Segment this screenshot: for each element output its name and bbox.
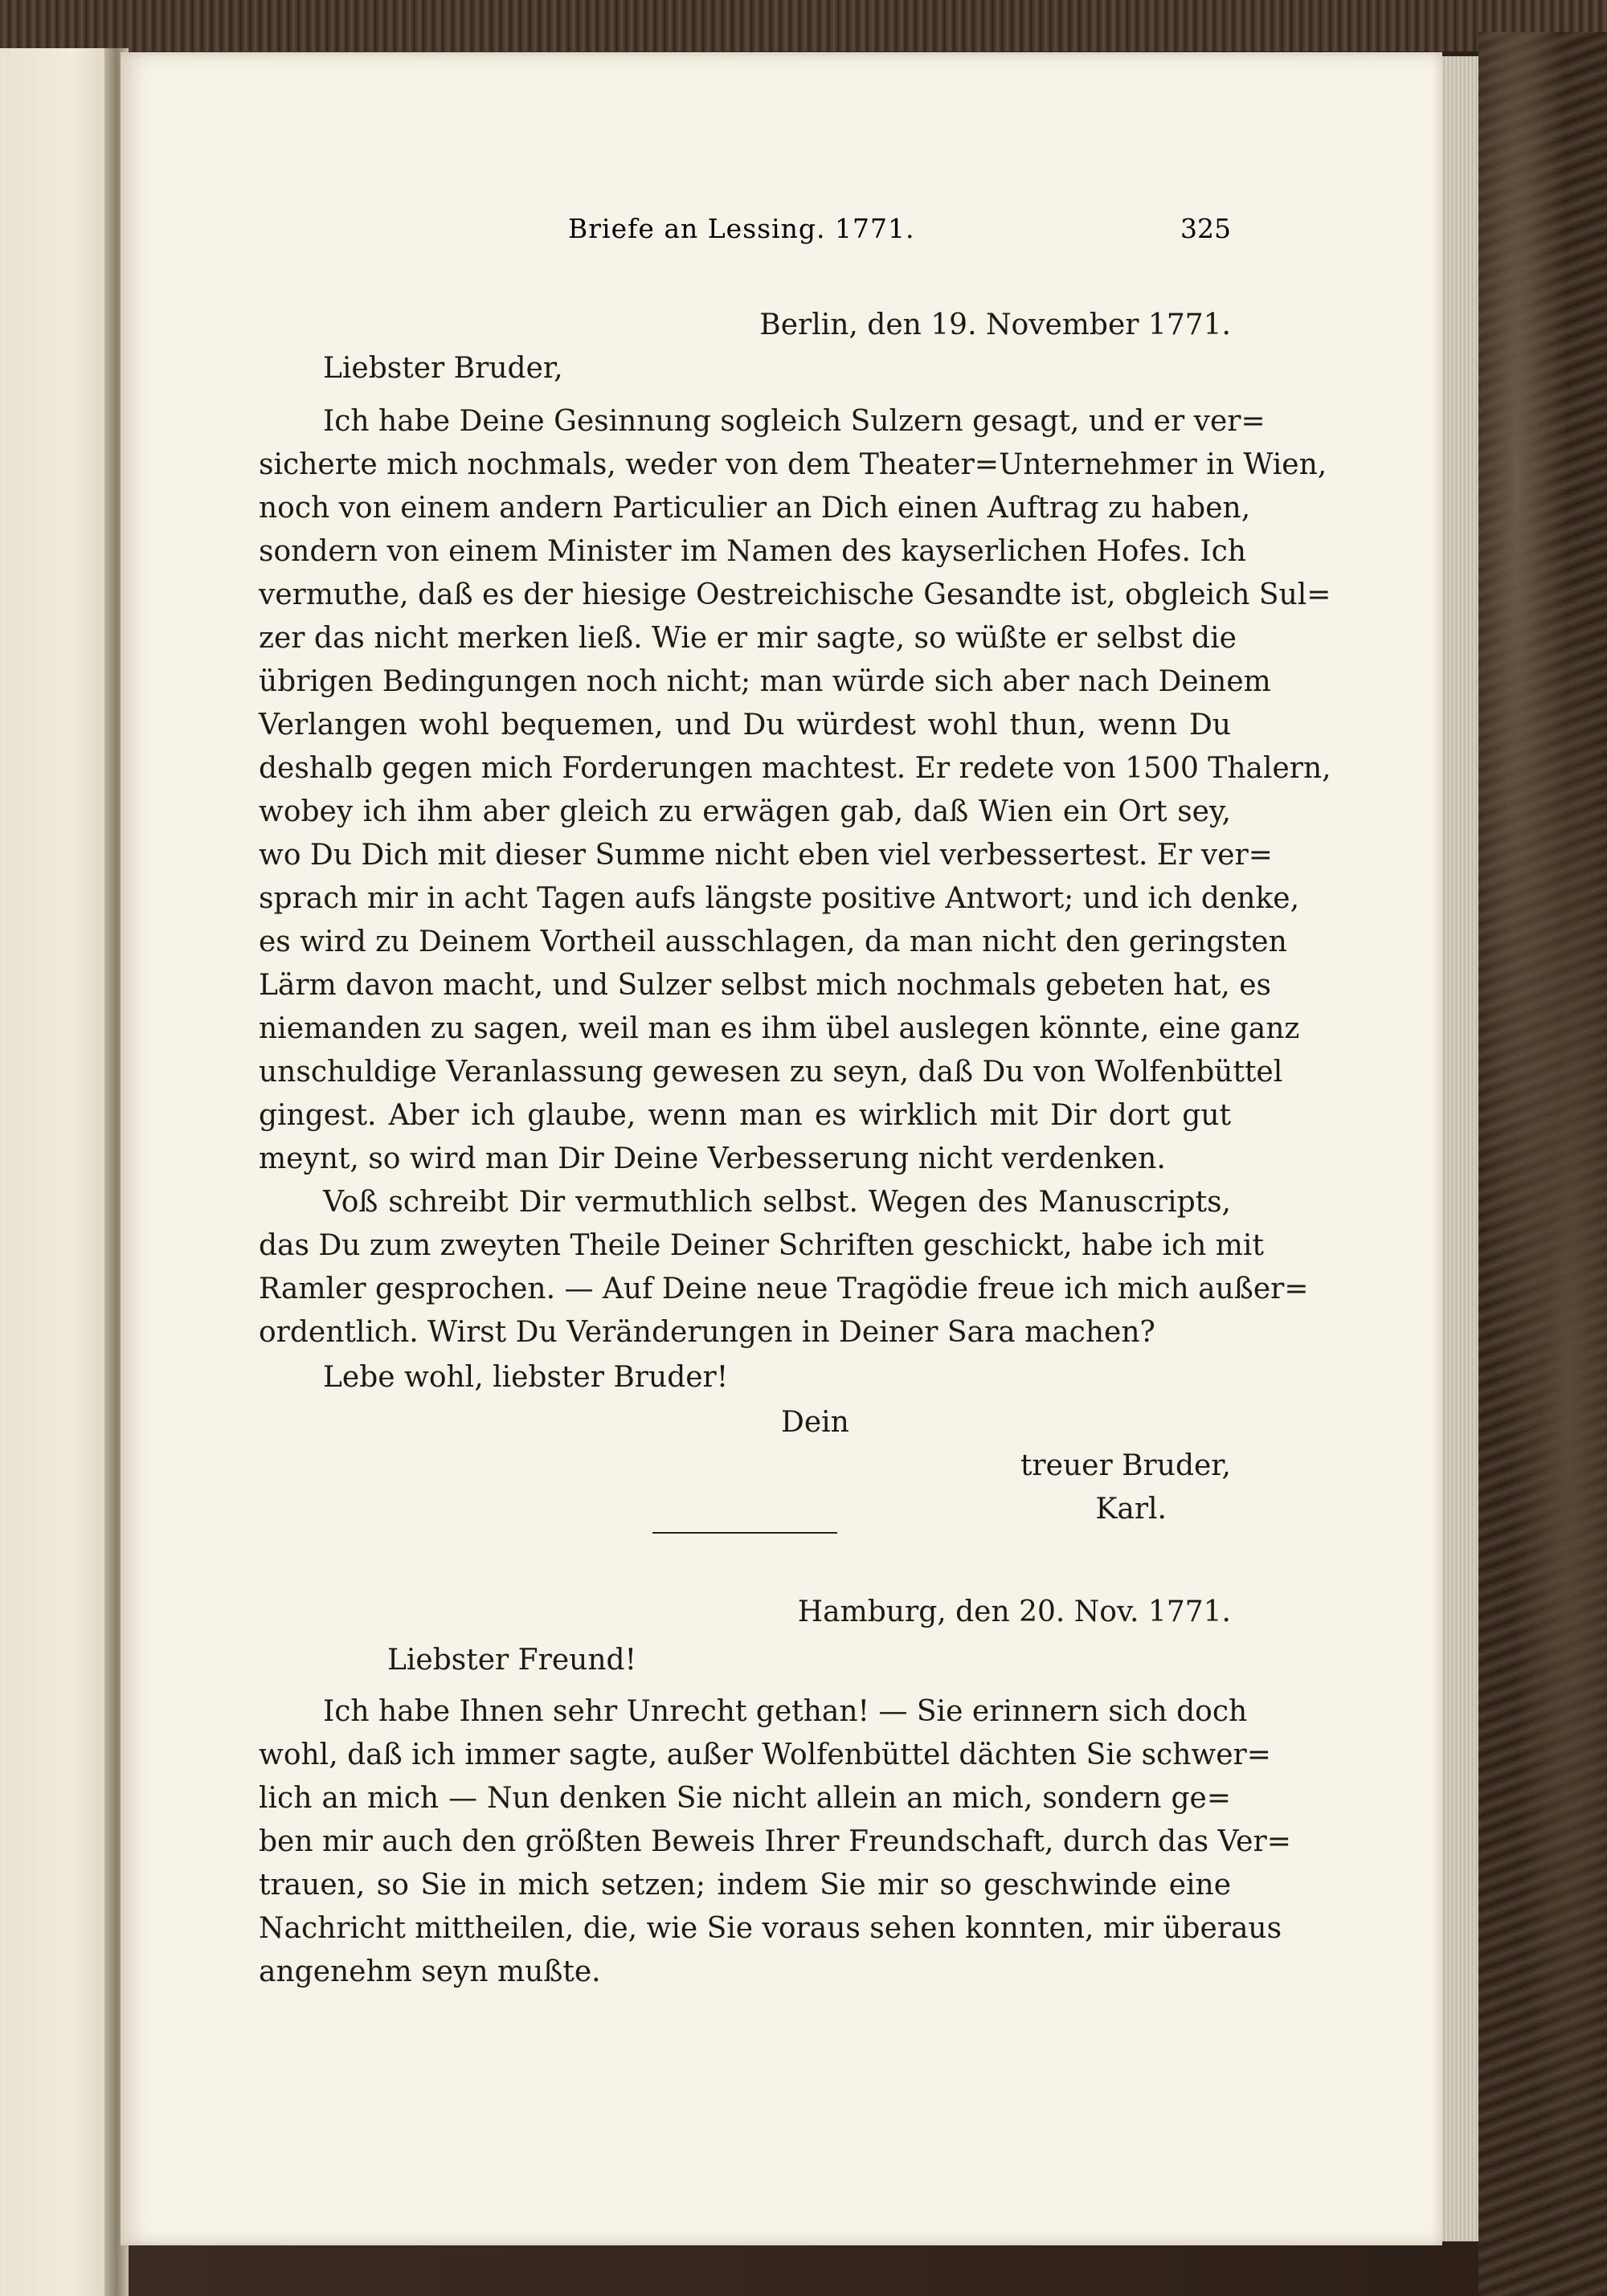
- letter1-line: gingest. Aber ich glaube, wenn man es wirklich mit Dir dort gut: [259, 1099, 1231, 1132]
- letter1-line: unschuldige Veranlassung gewesen zu seyn, daß Du von Wolfenbüttel: [259, 1056, 1283, 1089]
- letter1-line: ordentlich. Wirst Du Veränderungen in Deiner Sara machen?: [259, 1316, 1155, 1349]
- letter2-line: ben mir auch den größten Beweis Ihrer Freundschaft, durch das Ver=: [259, 1825, 1291, 1858]
- letter2-line: lich an mich — Nun denken Sie nicht allein an mich, sondern ge=: [259, 1782, 1231, 1815]
- left-page-edge: [0, 48, 121, 2296]
- letter1-line: übrigen Bedingungen noch nicht; man würde sich aber nach Deinem: [259, 665, 1271, 698]
- letter1-salutation: Liebster Bruder,: [323, 352, 563, 385]
- letter1-place-date: Berlin, den 19. November 1771.: [759, 308, 1231, 341]
- letter2-line: wohl, daß ich immer sagte, außer Wolfenbüttel dächten Sie schwer=: [259, 1738, 1271, 1771]
- letter1-line: es wird zu Deinem Vortheil ausschlagen, da man nicht den geringsten: [259, 925, 1287, 958]
- letter1-line: noch von einem andern Particulier an Dich einen Auftrag zu haben,: [259, 492, 1251, 525]
- letter1-line: Verlangen wohl bequemen, und Du würdest wohl thun, wenn Du: [259, 709, 1231, 742]
- marbled-cover: [1478, 32, 1607, 2296]
- letter1-line: niemanden zu sagen, weil man es ihm übel auslegen könnte, eine ganz: [259, 1012, 1300, 1045]
- letter1-line: sicherte mich nochmals, weder von dem Theater=Unternehmer in Wien,: [259, 448, 1327, 481]
- letter1-line: wo Du Dich mit dieser Summe nicht eben viel verbessertest. Er ver=: [259, 839, 1273, 872]
- signature-dein: Dein: [781, 1406, 849, 1439]
- letter1-line: zer das nicht merken ließ. Wie er mir sagte, so wüßte er selbst die: [259, 622, 1237, 655]
- letter2-line: Nachricht mittheilen, die, wie Sie voraus sehen konnten, mir überaus: [259, 1912, 1282, 1945]
- letter1-line: Voß schreibt Dir vermuthlich selbst. Wegen des Manuscripts,: [323, 1186, 1231, 1219]
- letter1-line: vermuthe, daß es der hiesige Oestreichische Gesandte ist, obgleich Sul=: [259, 578, 1331, 611]
- running-title: Briefe an Lessing. 1771.: [568, 213, 915, 244]
- letter1-line: das Du zum zweyten Theile Deiner Schriften geschickt, habe ich mit: [259, 1229, 1264, 1262]
- page-text-letter2: [259, 0, 1331, 2296]
- letter2-line: angenehm seyn mußte.: [259, 1955, 601, 1988]
- letter1-line: meynt, so wird man Dir Deine Verbesserung nicht verdenken.: [259, 1142, 1166, 1175]
- letter1-line: sprach mir in acht Tagen aufs längste positive Antwort; und ich denke,: [259, 882, 1300, 915]
- letter1-line: deshalb gegen mich Forderungen machtest. Er redete von 1500 Thalern,: [259, 752, 1331, 785]
- letter1-line: wobey ich ihm aber gleich zu erwägen gab, daß Wien ein Ort sey,: [259, 795, 1231, 828]
- letter1-line: sondern von einem Minister im Namen des kayserlichen Hofes. Ich: [259, 535, 1246, 568]
- letter2-salutation: Liebster Freund!: [387, 1644, 637, 1677]
- signature-name: Karl.: [1095, 1493, 1167, 1526]
- letter1-line: Ramler gesprochen. — Auf Deine neue Tragödie freue ich mich außer=: [259, 1273, 1309, 1305]
- letter2-line: trauen, so Sie in mich setzen; indem Sie mir so geschwinde eine: [259, 1869, 1231, 1902]
- page-number: 325: [1180, 213, 1231, 244]
- letter2-place-date: Hamburg, den 20. Nov. 1771.: [797, 1595, 1231, 1628]
- letter2-line: Ich habe Ihnen sehr Unrecht gethan! — Sie erinnern sich doch: [323, 1695, 1248, 1728]
- letter1-closing: Lebe wohl, liebster Bruder!: [323, 1361, 729, 1394]
- letter1-line: Lärm davon macht, und Sulzer selbst mich nochmals gebeten hat, es: [259, 969, 1272, 1002]
- letter1-line: Ich habe Deine Gesinnung sogleich Sulzern gesagt, und er ver=: [323, 405, 1266, 438]
- page-stack-edge: [1442, 56, 1478, 2241]
- signature-treuer-bruder: treuer Bruder,: [1020, 1449, 1231, 1482]
